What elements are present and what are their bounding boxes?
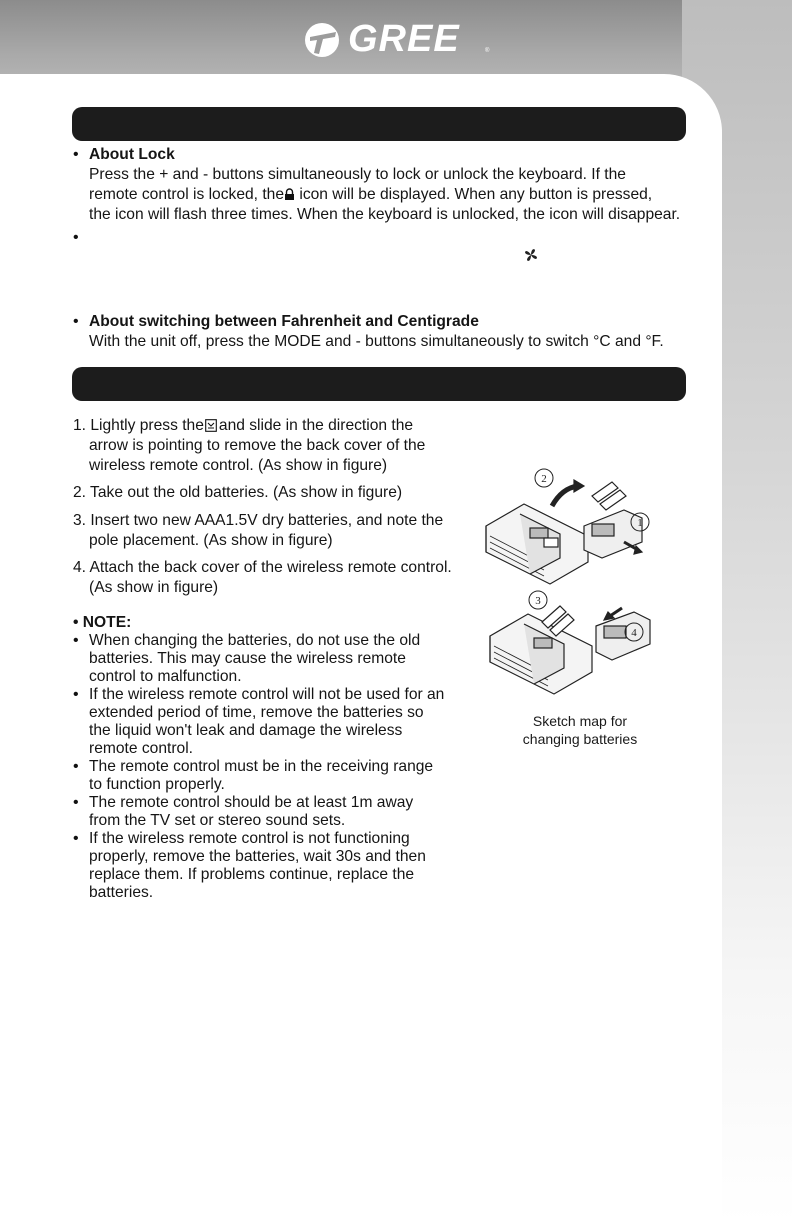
brand-wordmark: GREE [348, 18, 460, 60]
note-1-line-3: control to malfunction. [89, 668, 242, 685]
step-label-1-text: 1 [637, 517, 643, 529]
fan-icon [522, 246, 540, 264]
note-4-line-1: The remote control should be at least 1m away [89, 794, 414, 811]
step-2: 2. Take out the old batteries. (As show in figure) [73, 484, 403, 501]
lock-heading: About Lock [89, 146, 175, 163]
bullet-temp: • [73, 313, 79, 330]
note-5-line-4: batteries. [89, 884, 154, 901]
note-5-line-2: properly, remove the batteries, wait 30s and then [89, 848, 426, 865]
step-1-b: and slide in the direction the [218, 417, 414, 434]
note-1-bullet: • [73, 632, 79, 649]
note-2-line-1: If the wireless remote control will not be used for an [89, 686, 445, 703]
step-1-a: 1. Lightly press the [73, 417, 204, 434]
note-heading: • NOTE: [73, 614, 132, 631]
battery-change-illustration [484, 466, 664, 706]
note-3-line-2: to function properly. [89, 776, 225, 793]
step-1-line-2: arrow is pointing to remove the back cover of the [89, 437, 426, 454]
note-2-line-2: extended period of time, remove the batteries so [89, 704, 424, 721]
brand-registered-mark: ® [485, 48, 490, 54]
temp-heading: About switching between Fahrenheit and Centigrade [89, 313, 479, 330]
note-1-line-2: batteries. This may cause the wireless remote [89, 650, 406, 667]
note-5-line-1: If the wireless remote control is not functioning [89, 830, 410, 847]
lock-line-2a: remote control is locked, the [89, 186, 285, 203]
step-label-2-text: 2 [541, 473, 547, 485]
step-4-line-1: 4. Attach the back cover of the wireless remote control. [73, 559, 452, 576]
temp-line-1: With the unit off, press the MODE and - buttons simultaneously to switch °C and °F. [89, 333, 664, 350]
note-4-bullet: • [73, 794, 79, 811]
section-header-bar-1 [72, 107, 686, 141]
lock-line-3: the icon will flash three times. When the keyboard is unlocked, the icon will disappear. [89, 206, 681, 223]
gree-emblem-icon [302, 20, 346, 60]
step-3-line-1: 3. Insert two new AAA1.5V dry batteries, and note the [73, 512, 444, 529]
figure-caption-line-2: changing batteries [522, 731, 638, 747]
note-2-line-3: the liquid won't leak and damage the wireless [89, 722, 403, 739]
step-4-line-2: (As show in figure) [89, 579, 219, 596]
note-1-line-1: When changing the batteries, do not use the old [89, 632, 421, 649]
note-5-line-3: replace them. If problems continue, replace the [89, 866, 415, 883]
bullet-blank: • [73, 229, 79, 246]
bullet-lock: • [73, 146, 79, 163]
remote-open-drawing [486, 480, 642, 584]
step-label-3-text: 3 [535, 595, 541, 607]
note-2-bullet: • [73, 686, 79, 703]
brand-logo [300, 18, 500, 62]
cover-latch-icon [205, 419, 217, 432]
lock-line-1: Press the + and - buttons simultaneously to lock or unlock the keyboard. If the [89, 166, 626, 183]
note-3-bullet: • [73, 758, 79, 775]
note-3-line-1: The remote control must be in the receiving range [89, 758, 434, 775]
step-label-4-text: 4 [631, 627, 637, 639]
remote-close-drawing [490, 606, 650, 694]
step-1-line-1 [73, 416, 413, 436]
lock-line-2 [89, 185, 652, 205]
lock-line-2b: icon will be displayed. When any button is pressed, [295, 186, 653, 203]
figure-caption-line-1: Sketch map for [532, 713, 628, 729]
note-4-line-2: from the TV set or stereo sound sets. [89, 812, 346, 829]
step-3-line-2: pole placement. (As show in figure) [89, 532, 333, 549]
step-1-line-3: wireless remote control. (As show in figure) [89, 457, 388, 474]
note-2-line-4: remote control. [89, 740, 194, 757]
note-5-bullet: • [73, 830, 79, 847]
section-header-bar-2 [72, 367, 686, 401]
lock-icon [284, 188, 295, 201]
